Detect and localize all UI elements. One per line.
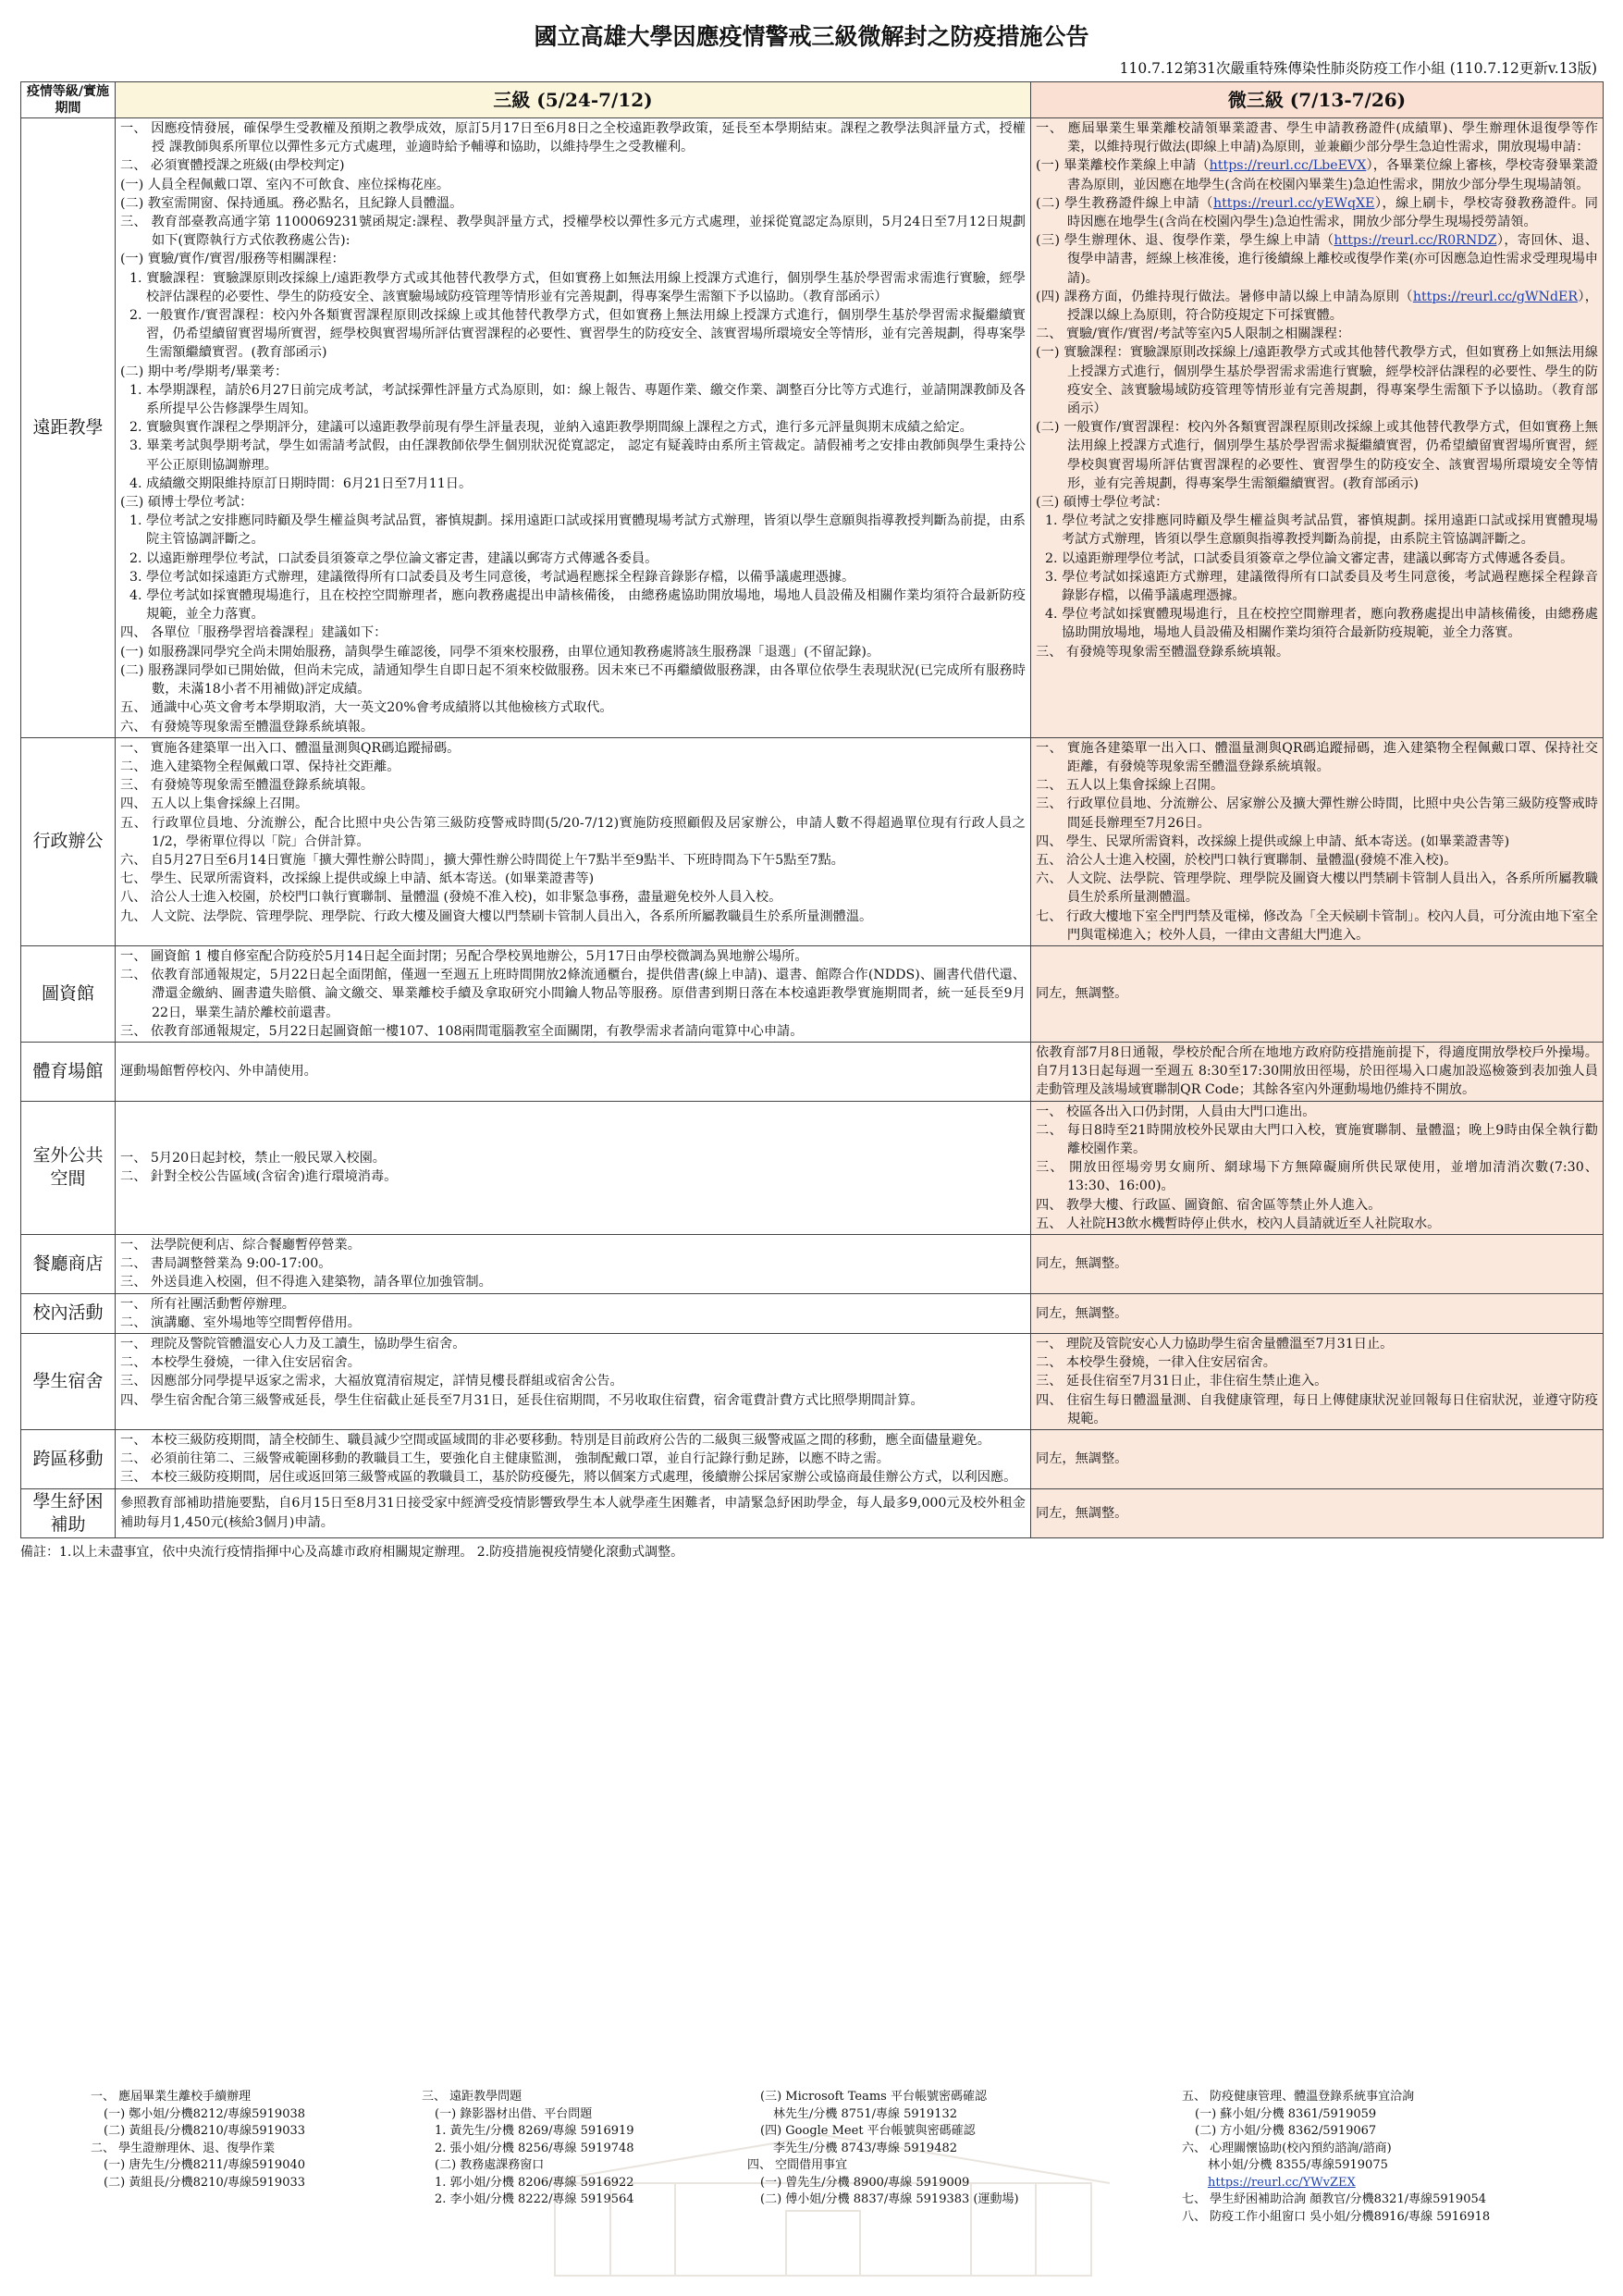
row-campus-activities <box>21 1293 1604 1333</box>
remote-teaching-level3-item: (一) 實驗/實作/實習/服務等相關課程： <box>120 252 345 267</box>
campus-activities-micro-cell <box>1031 1293 1604 1333</box>
category-student-relief: 學生紓困補助 <box>21 1488 116 1537</box>
application-link[interactable]: https://reurl.cc/yEWqXE <box>1212 195 1375 211</box>
dormitory-micro-item: 四、 住宿生每日體溫量測、自我健康管理，每日上傳健康狀況並回報每日住宿狀況，並遵守防疫規範。 <box>1036 1392 1598 1426</box>
application-link[interactable]: https://reurl.cc/LbeEVX <box>1209 158 1367 174</box>
admin-office-micro-item: 三、 行政單位員地、分流辦公、居家辦公及擴大彈性辦公時間，比照中央公告第三級防疫警戒時間延長辦理至7月26日。 <box>1036 796 1598 831</box>
remote-teaching-micro-item: 三、 有發燒等現象需至體溫登錄系統填報。 <box>1036 644 1290 660</box>
application-link[interactable]: https://reurl.cc/gWNdER <box>1412 289 1579 304</box>
admin-office-micro-item: 一、 實施各建築單一出入口、體溫量測與QR碼追蹤掃碼，進入建築物全程佩戴口罩、保持社交距離，有發燒等現象需至體溫登錄系統填報。 <box>1036 740 1598 774</box>
remote-teaching-level3-cell <box>116 118 1031 738</box>
admin-office-micro-item: 六、 人文院、法學院、管理學院、理學院及圖資大樓以門禁刷卡管制人員出入，各系所所屬教職員生於系所量測體溫。 <box>1036 871 1598 906</box>
remote-teaching-micro-item: 1. 學位考試之安排應同時顧及學生權益與考試品質，審慎規劃。採用遠距口試或採用實體現場考試方式辦理，皆須以學生意願與指導教授判斷為前提，由系院主管協調評斷之。 <box>1045 513 1598 548</box>
dining-shops-level3-item: 二、 書局調整營業為 9:00-17:00。 <box>120 1256 332 1272</box>
outdoor-space-micro-item: 二、 每日8時至21時開放校外民眾由大門口入校，實施實聯制、量體溫；晚上9時由保全執行勸離校園作業。 <box>1036 1122 1598 1156</box>
cross-region-travel-micro-cell <box>1031 1430 1604 1489</box>
row-library <box>21 945 1604 1042</box>
remote-teaching-level3-item: 二、 必須實體授課之班級(由學校判定) <box>120 158 345 174</box>
remote-teaching-micro-item: (二) 一般實作/實習課程：校內外各類實習課程原則改採線上或其他替代教學方式，但如實務上無法用線上授課方式進行，個別學生基於學習需求擬繼續實習，仍希望續留實習場所實習，經學校與實習場所評估實習課程的必要性、實習學生的防疫安全、該實習場所環境安全等情形，並有完善規劃，得專案學生需額繼續實習。(教育部函示) <box>1036 420 1598 491</box>
contact-line: (三) Microsoft Teams 平台帳號密碼確認 <box>760 2090 987 2104</box>
category-remote-teaching: 遠距教學 <box>21 118 116 738</box>
contact-line: 二、 學生證辦理休、退、復學作業 <box>91 2141 276 2155</box>
remote-teaching-micro-item: (三) 碩博士學位考試： <box>1036 495 1169 511</box>
library-level3-cell <box>116 945 1031 1042</box>
remote-teaching-level3-item: 2. 以遠距辦理學位考試，口試委員須簽章之學位論文審定書，建議以郵寄方式傳遞各委員。 <box>129 550 658 566</box>
library-level3-item: 二、 依教育部通報規定，5月22日起全面閉館，僅週一至週五上班時間開放2條流通櫃台，提供借書(線上申請)、還書、館際合作(NDDS)、圖書代借代還、滯還金繳納、圖書遺失賠償、論文繳交、畢業離校手續及拿取研究小間鑰人物品等服務。原借書到期日落在本校遠距教學實施期間者，統一延長至9月22日，畢業生請於離校前還書。 <box>120 968 1026 1020</box>
version-note: 110.7.12第31次嚴重特殊傳染性肺炎防疫工作小組 (110.7.12更新v.13版) <box>1119 60 1597 77</box>
admin-office-level3-item: 六、 自5月27日至6月14日實施「擴大彈性辦公時間」，擴大彈性辦公時間從上午7點半至9點半、下班時間為下午5點至7點。 <box>120 852 844 868</box>
contact-line: (二) 方小姐/分機 8362/5919067 <box>1195 2124 1377 2138</box>
cross-region-travel-micro-item: 同左，無調整。 <box>1036 1451 1128 1467</box>
micro-level3-header: 微三級 (7/13-7/26) <box>1031 82 1604 118</box>
remote-teaching-micro-cell <box>1031 118 1604 738</box>
contact-line: 三、 遠距教學問題 <box>422 2090 523 2104</box>
sports-venues-micro-item: 依教育部7月8日通報，學校於配合所在地地方政府防疫措施前提下，得適度開放學校戶外操場。自7月13日起每週一至週五 8:30至17:30開放田徑場，於田徑場入口處加設巡檢簽到表加強人員走動管理及該場域實聯制QR Code；其餘各室內外運動場地仍維持不開放。 <box>1036 1044 1598 1098</box>
contact-line: 七、 學生紓困補助洽詢 顏教官/分機8321/專線5919054 <box>1182 2192 1487 2206</box>
remote-teaching-level3-item: 1. 實驗課程：實驗課原則改採線上/遠距教學方式或其他替代教學方式，但如實務上如無法用線上授課方式進行，個別學生基於學習需求需進行實驗，經學校評估課程的必要性、學生的防疫安全、該實驗場域防疫管理等情形並有完善規劃，得專案學生需額下予以協助。（教育部函示） <box>129 270 1026 304</box>
row-sports-venues <box>21 1042 1604 1101</box>
admin-office-micro-item: 二、 五人以上集會採線上召開。 <box>1036 778 1224 794</box>
level3-header: 三級 (5/24-7/12) <box>116 82 1031 118</box>
page-title: 國立高雄大學因應疫情警戒三級微解封之防疫措施公告 <box>534 23 1089 50</box>
contact-group-3 <box>747 2089 1019 2209</box>
remote-teaching-level3-item: (一) 如服務課同學究全尚未開始服務，請與學生確認後，同學不須來校服務，由單位通知教務處將該生服務課「退選」(不留記錄)。 <box>120 644 880 660</box>
contact-line: 六、 心理關懷協助(校內預約諮詢/諮商) <box>1182 2141 1392 2155</box>
remote-teaching-level3-item: 4. 成績繳交期限維持原訂日期時間：6月21日至7月11日。 <box>129 475 473 491</box>
outdoor-space-micro-item: 一、 校區各出入口仍封閉，人員由大門口進出。 <box>1036 1104 1316 1119</box>
contact-line: 四、 空間借用事宜 <box>747 2158 848 2172</box>
sports-venues-level3-cell <box>116 1042 1031 1101</box>
remote-teaching-level3-item: 2. 一般實作/實習課程：校內外各類實習課程原則改採線上或其他替代教學方式，但如實務上無法用線上授課方式進行，個別學生基於學習需求擬繼續實習，仍希望續留實習場所實習，經學校與實習場所評估實習課程的必要性、實習學生的防疫安全、該實習場所環境安全等情形，並有完善規劃，得專案學生需額繼續實習。(教育部函示) <box>129 308 1026 361</box>
remote-teaching-micro-item: (四) 課務方面，仍維持現行做法。暑修申請以線上申請為原則（https://reurl.cc/gWNdER），授課以線上為原則，符合防疫規定下可採實體。 <box>1036 289 1598 324</box>
contact-group-1 <box>91 2089 305 2191</box>
outdoor-space-level3-cell <box>116 1101 1031 1234</box>
dormitory-micro-item: 三、 延長住宿至7月31日止，非住宿生禁止進入。 <box>1036 1374 1328 1389</box>
row-cross-region-travel <box>21 1430 1604 1489</box>
category-dormitory: 學生宿舍 <box>21 1334 116 1430</box>
measures-table <box>20 81 1604 1538</box>
admin-office-level3-item: 七、 學生、民眾所需資料，改採線上提供或線上申請、紙本寄送。(如畢業證書等) <box>120 871 595 887</box>
sports-venues-micro-cell <box>1031 1042 1604 1101</box>
contact-line: 五、 防疫健康管理、體溫登錄系統事宜洽詢 <box>1182 2090 1415 2104</box>
remote-teaching-micro-item: (一) 畢業離校作業線上申請（https://reurl.cc/LbeEVX），各畢業位線上審核，學校寄發畢業證書為原則，並因應在地學生(含尚在校園內畢業生)急迫性需求，開放少部分學生現場請領。 <box>1036 158 1598 192</box>
dormitory-level3-cell <box>116 1334 1031 1430</box>
remote-teaching-micro-item: 2. 以遠距辦理學位考試，口試委員須簽章之學位論文審定書，建議以郵寄方式傳遞各委員。 <box>1045 550 1574 566</box>
student-relief-level3-cell <box>116 1488 1031 1537</box>
outdoor-space-level3-item: 一、 5月20日起封校，禁止一般民眾入校園。 <box>120 1151 386 1167</box>
contact-group-4 <box>1182 2089 1490 2226</box>
category-cross-region-travel: 跨區移動 <box>21 1430 116 1489</box>
admin-office-level3-item: 八、 洽公人士進入校園，於校門口執行實聯制、量體溫 (發燒不准入校)，如非緊急事務，盡量避免校外人員入校。 <box>120 890 782 906</box>
contact-line: 八、 防疫工作小組窗口 吳小姐/分機8916/專線 5916918 <box>1182 2209 1491 2224</box>
admin-office-level3-item: 三、 有發燒等現象需至體溫登錄系統填報。 <box>120 778 375 794</box>
contact-line: (一) 鄭小姐/分機8212/專線5919038 <box>104 2106 306 2121</box>
row-admin-office <box>21 737 1604 945</box>
contact-line: 2. 李小姐/分機 8222/專線 5919564 <box>435 2192 634 2206</box>
student-relief-micro-cell <box>1031 1488 1604 1537</box>
contact-line: 1. 郭小姐/分機 8206/專線 5916922 <box>435 2175 634 2190</box>
remote-teaching-level3-item: (二) 教室需開窗、保持通風。務必點名，且紀錄人員體溫。 <box>120 195 463 211</box>
contact-line: (二) 黃組長/分機8210/專線5919033 <box>104 2124 306 2138</box>
campus-activities-level3-item: 一、 所有社團活動暫停辦理。 <box>120 1296 295 1312</box>
contact-line <box>1182 2175 1490 2192</box>
remote-teaching-level3-item: 四、 各單位「服務學習培養課程」建議如下： <box>120 625 387 641</box>
library-micro-item: 同左，無調整。 <box>1036 986 1128 1002</box>
period-header: 疫情等級/實施期間 <box>21 82 116 118</box>
remote-teaching-level3-item: 1. 本學期課程，請於6月27日前完成考試，考試採彈性評量方式為原則，如：線上報告、專題作業、繳交作業、調整百分比等方式進行，並請開課教師及各系所提早公告修課學生周知。 <box>129 382 1026 417</box>
footnote: 備註：1.以上未盡事宜，依中央流行疫情指揮中心及高雄市政府相關規定辦理。 2.防疫措施視疫情變化滾動式調整。 <box>20 1544 684 1560</box>
contact-line: 林先生/分機 8751/專線 5919132 <box>773 2106 958 2121</box>
remote-teaching-micro-item: 4. 學位考試如採實體現場進行，且在校控空間辦理者，應向教務處提出申請核備後，由總務處協助開放場地，場地人員設備及相關作業均須符合最新防疫規範，並全力落實。 <box>1045 607 1598 641</box>
category-sports-venues: 體育場館 <box>21 1042 116 1101</box>
admin-office-micro-item: 七、 行政大樓地下室全門門禁及電梯，修改為「全天候刷卡管制」。校內人員，可分流由地下室全門與電梯進入；校外人員，一律由文書組大門進入。 <box>1036 908 1598 943</box>
row-dining-shops <box>21 1234 1604 1293</box>
remote-teaching-level3-item: 六、 有發燒等現象需至體溫登錄系統填報。 <box>120 719 375 734</box>
library-level3-item: 三、 依教育部通報規定，5月22日起圖資館一樓107、108兩間電腦教室全面關閉，有教學需求者請向電算中心申請。 <box>120 1023 804 1039</box>
remote-teaching-level3-item: 1. 學位考試之安排應同時顧及學生權益與考試品質，審慎規劃。採用遠距口試或採用實體現場考試方式辦理，皆須以學生意願與指導教授判斷為前提，由系院主管協調評斷之。 <box>129 513 1026 548</box>
dormitory-level3-item: 二、 本校學生發燒，一律入住安居宿舍。 <box>120 1355 361 1371</box>
outdoor-space-micro-item: 四、 教學大樓、行政區、圖資館、宿舍區等禁止外人進入。 <box>1036 1197 1382 1213</box>
library-micro-cell <box>1031 945 1604 1042</box>
admin-office-level3-item: 一、 實施各建築單一出入口、體溫量測與QR碼追蹤掃碼。 <box>120 740 461 756</box>
row-student-relief <box>21 1488 1604 1537</box>
library-level3-item: 一、 圖資館 1 樓自修室配合防疫於5月14日起全面封閉；另配合學校異地辦公，5月17日由學校微調為異地辦公場所。 <box>120 948 808 964</box>
remote-teaching-micro-item: 一、 應屆畢業生畢業離校請領畢業證書、學生申請教務證件(成績單)、學生辦理休退復學等作業，以維持現行做法(即線上申請)為原則，並兼顧少部分學生急迫性需求，開放現場申請： <box>1036 121 1598 155</box>
row-outdoor-space <box>21 1101 1604 1234</box>
remote-teaching-micro-item: 二、 實驗/實作/實習/考試等室內5人限制之相關課程： <box>1036 327 1351 342</box>
student-relief-micro-item: 同左，無調整。 <box>1036 1505 1128 1521</box>
admin-office-level3-item: 五、 行政單位員地、分流辦公，配合比照中央公告第三級防疫警戒時間(5/20-7/12)實施防疫照顧假及居家辦公，申請人數不得超過單位現有行政人員之1/2，學術單位得以「院」合併計算。 <box>120 815 1026 849</box>
outdoor-space-micro-item: 三、 開放田徑場旁男女廁所、網球場下方無障礙廁所供民眾使用，並增加清消次數(7:30、13:30、16:00)。 <box>1036 1160 1598 1194</box>
application-link[interactable]: https://reurl.cc/R0RNDZ <box>1334 233 1497 249</box>
campus-activities-level3-item: 二、 演講廳、室外場地等空間暫停借用。 <box>120 1315 361 1330</box>
dining-shops-micro-cell <box>1031 1234 1604 1293</box>
remote-teaching-level3-item: (二) 期中考/學期考/畢業考： <box>120 364 289 379</box>
contact-group-2 <box>422 2089 634 2209</box>
contact-line: 李先生/分機 8743/專線 5919482 <box>773 2141 958 2155</box>
cross-region-travel-level3-item: 一、 本校三級防疫期間，請全校師生、職員減少空間或區域間的非必要移動。特別是目前政府公告的二級與三級警戒區之間的移動，應全面儘量避免。 <box>120 1433 990 1449</box>
row-dormitory <box>21 1334 1604 1430</box>
dormitory-level3-item: 四、 學生宿舍配合第三級警戒延長，學生住宿截止延長至7月31日，延長住宿期間，不另收取住宿費，宿舍電費計費方式比照學期間計算。 <box>120 1392 924 1408</box>
remote-teaching-level3-item: 2. 實驗與實作課程之學期評分，建議可以遠距教學前現有學生評量表現，並納入遠距教學期間線上課程之方式，進行多元評量與期末成績之給定。 <box>129 420 973 436</box>
dining-shops-level3-item: 三、 外送員進入校園，但不得進入建築物，請各單位加強管制。 <box>120 1275 492 1290</box>
remote-teaching-level3-item: 一、 因應疫情發展，確保學生受教權及預期之教學成效，原訂5月17日至6月8日之全校遠距教學政策，延長至本學期結束。課程之教學法與評量方式，授權授 課教師與系所單位以彈性多元方式處理，並適時給予輔導和協助，以維持學生之受教權利。 <box>120 121 1026 155</box>
outdoor-space-micro-cell <box>1031 1101 1604 1234</box>
category-campus-activities: 校內活動 <box>21 1293 116 1333</box>
contact-line: (四) Google Meet 平台帳號與密碼確認 <box>760 2124 976 2138</box>
remote-teaching-micro-item: (二) 學生教務證件線上申請（https://reurl.cc/yEWqXE），線上刷卡，學校寄發教務證件。同時因應在地學生(含尚在校園內學生)急迫性需求，開放少部分學生現場授勞請領。 <box>1036 195 1598 230</box>
contact-line: (一) 唐先生/分機8211/專線5919040 <box>104 2158 306 2172</box>
category-library: 圖資館 <box>21 945 116 1042</box>
cross-region-travel-level3-cell <box>116 1430 1031 1489</box>
dining-shops-level3-item: 一、 法學院便利店、綜合餐廳暫停營業。 <box>120 1237 361 1253</box>
cross-region-travel-level3-item: 三、 本校三級防疫期間，居住或返回第三級警戒區的教職員工，基於防疫優先，將以個案方式處理，後續辦公採居家辦公或協商最佳辦公方式，以利因應。 <box>120 1470 1017 1486</box>
remote-teaching-micro-item: 3. 學位考試如採遠距方式辦理，建議徵得所有口試委員及考生同意後，考試過程應採全程錄音錄影存檔，以備爭議處理憑據。 <box>1045 569 1598 604</box>
contact-line: 2. 張小姐/分機 8256/專線 5919748 <box>435 2141 634 2155</box>
remote-teaching-level3-item: 五、 通識中心英文會考本學期取消，大一英文20%會考成績將以其他檢核方式取代。 <box>120 700 613 716</box>
dormitory-micro-item: 一、 理院及管院安心人力協助學生宿舍量體溫至7月31日止。 <box>1036 1337 1394 1352</box>
contact-line: (一) 蘇小姐/分機 8361/5919059 <box>1195 2106 1377 2121</box>
contact-line: (二) 傅小姐/分機 8837/專線 5919383 (運動場) <box>760 2192 1019 2206</box>
dormitory-micro-item: 二、 本校學生發燒，一律入住安居宿舍。 <box>1036 1355 1276 1371</box>
contact-line: 林小姐/分機 8355/專線5919075 <box>1208 2158 1388 2172</box>
remote-teaching-level3-item: (一) 人員全程佩戴口罩、室內不可飲食、座位採梅花座。 <box>120 177 450 192</box>
admin-office-micro-item: 五、 洽公人士進入校園，於校門口執行實聯制、量體溫(發燒不准入校)。 <box>1036 852 1457 868</box>
remote-teaching-level3-item: 4. 學位考試如採實體現場進行，且在校控空間辦理者，應向教務處提出申請核備後， 由總務處協助開放場地，場地人員設備及相關作業均須符合最新防疫規範，並全力落實。 <box>129 588 1026 623</box>
dormitory-level3-item: 一、 理院及警院管體溫安心人力及工讀生，協助學生宿舍。 <box>120 1337 466 1352</box>
category-outdoor-space: 室外公共空間 <box>21 1101 116 1234</box>
contact-line: 1. 黃先生/分機 8269/專線 5916919 <box>435 2124 634 2138</box>
remote-teaching-level3-item: 3. 學位考試如採遠距方式辦理，建議徵得所有口試委員及考生同意後，考試過程應採全程錄音錄影存檔，以備爭議處理憑據。 <box>129 569 855 585</box>
outdoor-space-level3-item: 二、 針對全校公告區域(含宿舍)進行環境消毒。 <box>120 1169 398 1185</box>
campus-activities-micro-item: 同左，無調整。 <box>1036 1305 1128 1321</box>
admin-office-level3-item: 二、 進入建築物全程佩戴口罩、保持社交距離。 <box>120 759 400 774</box>
dining-shops-micro-item: 同左，無調整。 <box>1036 1256 1128 1272</box>
dormitory-level3-item: 三、 因應部分同學提早返家之需求，大福放寬清宿規定，詳情見樓長群組或宿舍公告。 <box>120 1374 623 1389</box>
contact-line: (二) 教務處課務窗口 <box>435 2158 545 2172</box>
remote-teaching-micro-item: (三) 學生辦理休、退、復學作業，學生線上申請（https://reurl.cc/R0RNDZ），寄回休、退、復學申請書，經線上核准後，進行後續線上離校或復學作業(亦可因應急迫性需求受理現場申請)。 <box>1036 233 1598 286</box>
dining-shops-level3-cell <box>116 1234 1031 1293</box>
contact-line: (二) 黃組長/分機8210/專線5919033 <box>104 2175 306 2190</box>
dormitory-micro-cell <box>1031 1334 1604 1430</box>
contact-line: 一、 應屆畢業生離校手續辦理 <box>91 2090 252 2104</box>
admin-office-level3-cell <box>116 737 1031 945</box>
contact-line: (一) 曾先生/分機 8900/專線 5919009 <box>760 2175 970 2190</box>
admin-office-level3-item: 四、 五人以上集會採線上召開。 <box>120 796 309 812</box>
cross-region-travel-level3-item: 二、 必須前往第二、三級警戒範圍移動的教職員工生，要強化自主健康監測， 強制配戴口罩，並自行記錄行動足跡，以應不時之需。 <box>120 1451 890 1467</box>
category-dining-shops: 餐廳商店 <box>21 1234 116 1293</box>
contact-line: (一) 錄影器材出借、平台問題 <box>435 2106 593 2121</box>
campus-activities-level3-cell <box>116 1293 1031 1333</box>
sports-venues-level3-item: 運動場館暫停校內、外申請使用。 <box>120 1064 317 1080</box>
remote-teaching-micro-item: (一) 實驗課程：實驗課原則改採線上/遠距教學方式或其他替代教學方式，但如實務上如無法用線上授課方式進行，個別學生基於學習需求需進行實驗，經學校評估課程的必要性、學生的防疫安全、該實驗場域防疫管理等情形並有完善規劃，得專案學生需額下予以協助。（教育部函示） <box>1036 345 1598 417</box>
outdoor-space-micro-item: 五、 人社院H3飲水機暫時停止供水，校內人員請就近至人社院取水。 <box>1036 1216 1441 1231</box>
remote-teaching-level3-item: (二) 服務課同學如已開始做，但尚未完成，請通知學生自即日起不須來校做服務。因未來已不再繼續做服務課，由各單位依學生表現狀況(已完成所有服務時數，未滿18小者不用補做)評定成績。 <box>120 662 1026 697</box>
remote-teaching-level3-item: (三) 碩博士學位考試： <box>120 495 253 511</box>
remote-teaching-level3-item: 三、 教育部臺教高通字第 1100069231號函規定:課程、教學與評量方式，授權學校以彈性多元方式處理，並採從寬認定為原則，5月24日至7月12日規劃如下(實際執行方式依教務處公告): <box>120 215 1026 249</box>
counseling-link[interactable]: https://reurl.cc/YWvZEX <box>1208 2175 1356 2190</box>
remote-teaching-level3-item: 3. 畢業考試與學期考試，學生如需請考試假，由任課教師依學生個別狀況從寬認定， 認定有疑義時由系所主管裁定。請假補考之安排由教師與學生秉持公平公正原則協調辦理。 <box>129 438 1026 473</box>
row-remote-teaching <box>21 118 1604 738</box>
admin-office-micro-cell <box>1031 737 1604 945</box>
admin-office-level3-item: 九、 人文院、法學院、管理學院、理學院、行政大樓及圖資大樓以門禁刷卡管制人員出入，各系所所屬教職員生於系所量測體溫。 <box>120 908 873 924</box>
category-admin-office: 行政辦公 <box>21 737 116 945</box>
admin-office-micro-item: 四、 學生、民眾所需資料，改採線上提供或線上申請、紙本寄送。(如畢業證書等) <box>1036 833 1510 849</box>
student-relief-level3-item: 參照教育部補助措施要點，自6月15日至8月31日接受家中經濟受疫情影響致學生本人就學產生困難者，申請緊急紓困助學金，每人最多9,000元及校外租金補助每月1,450元(核給3個月)申請。 <box>120 1496 1026 1530</box>
